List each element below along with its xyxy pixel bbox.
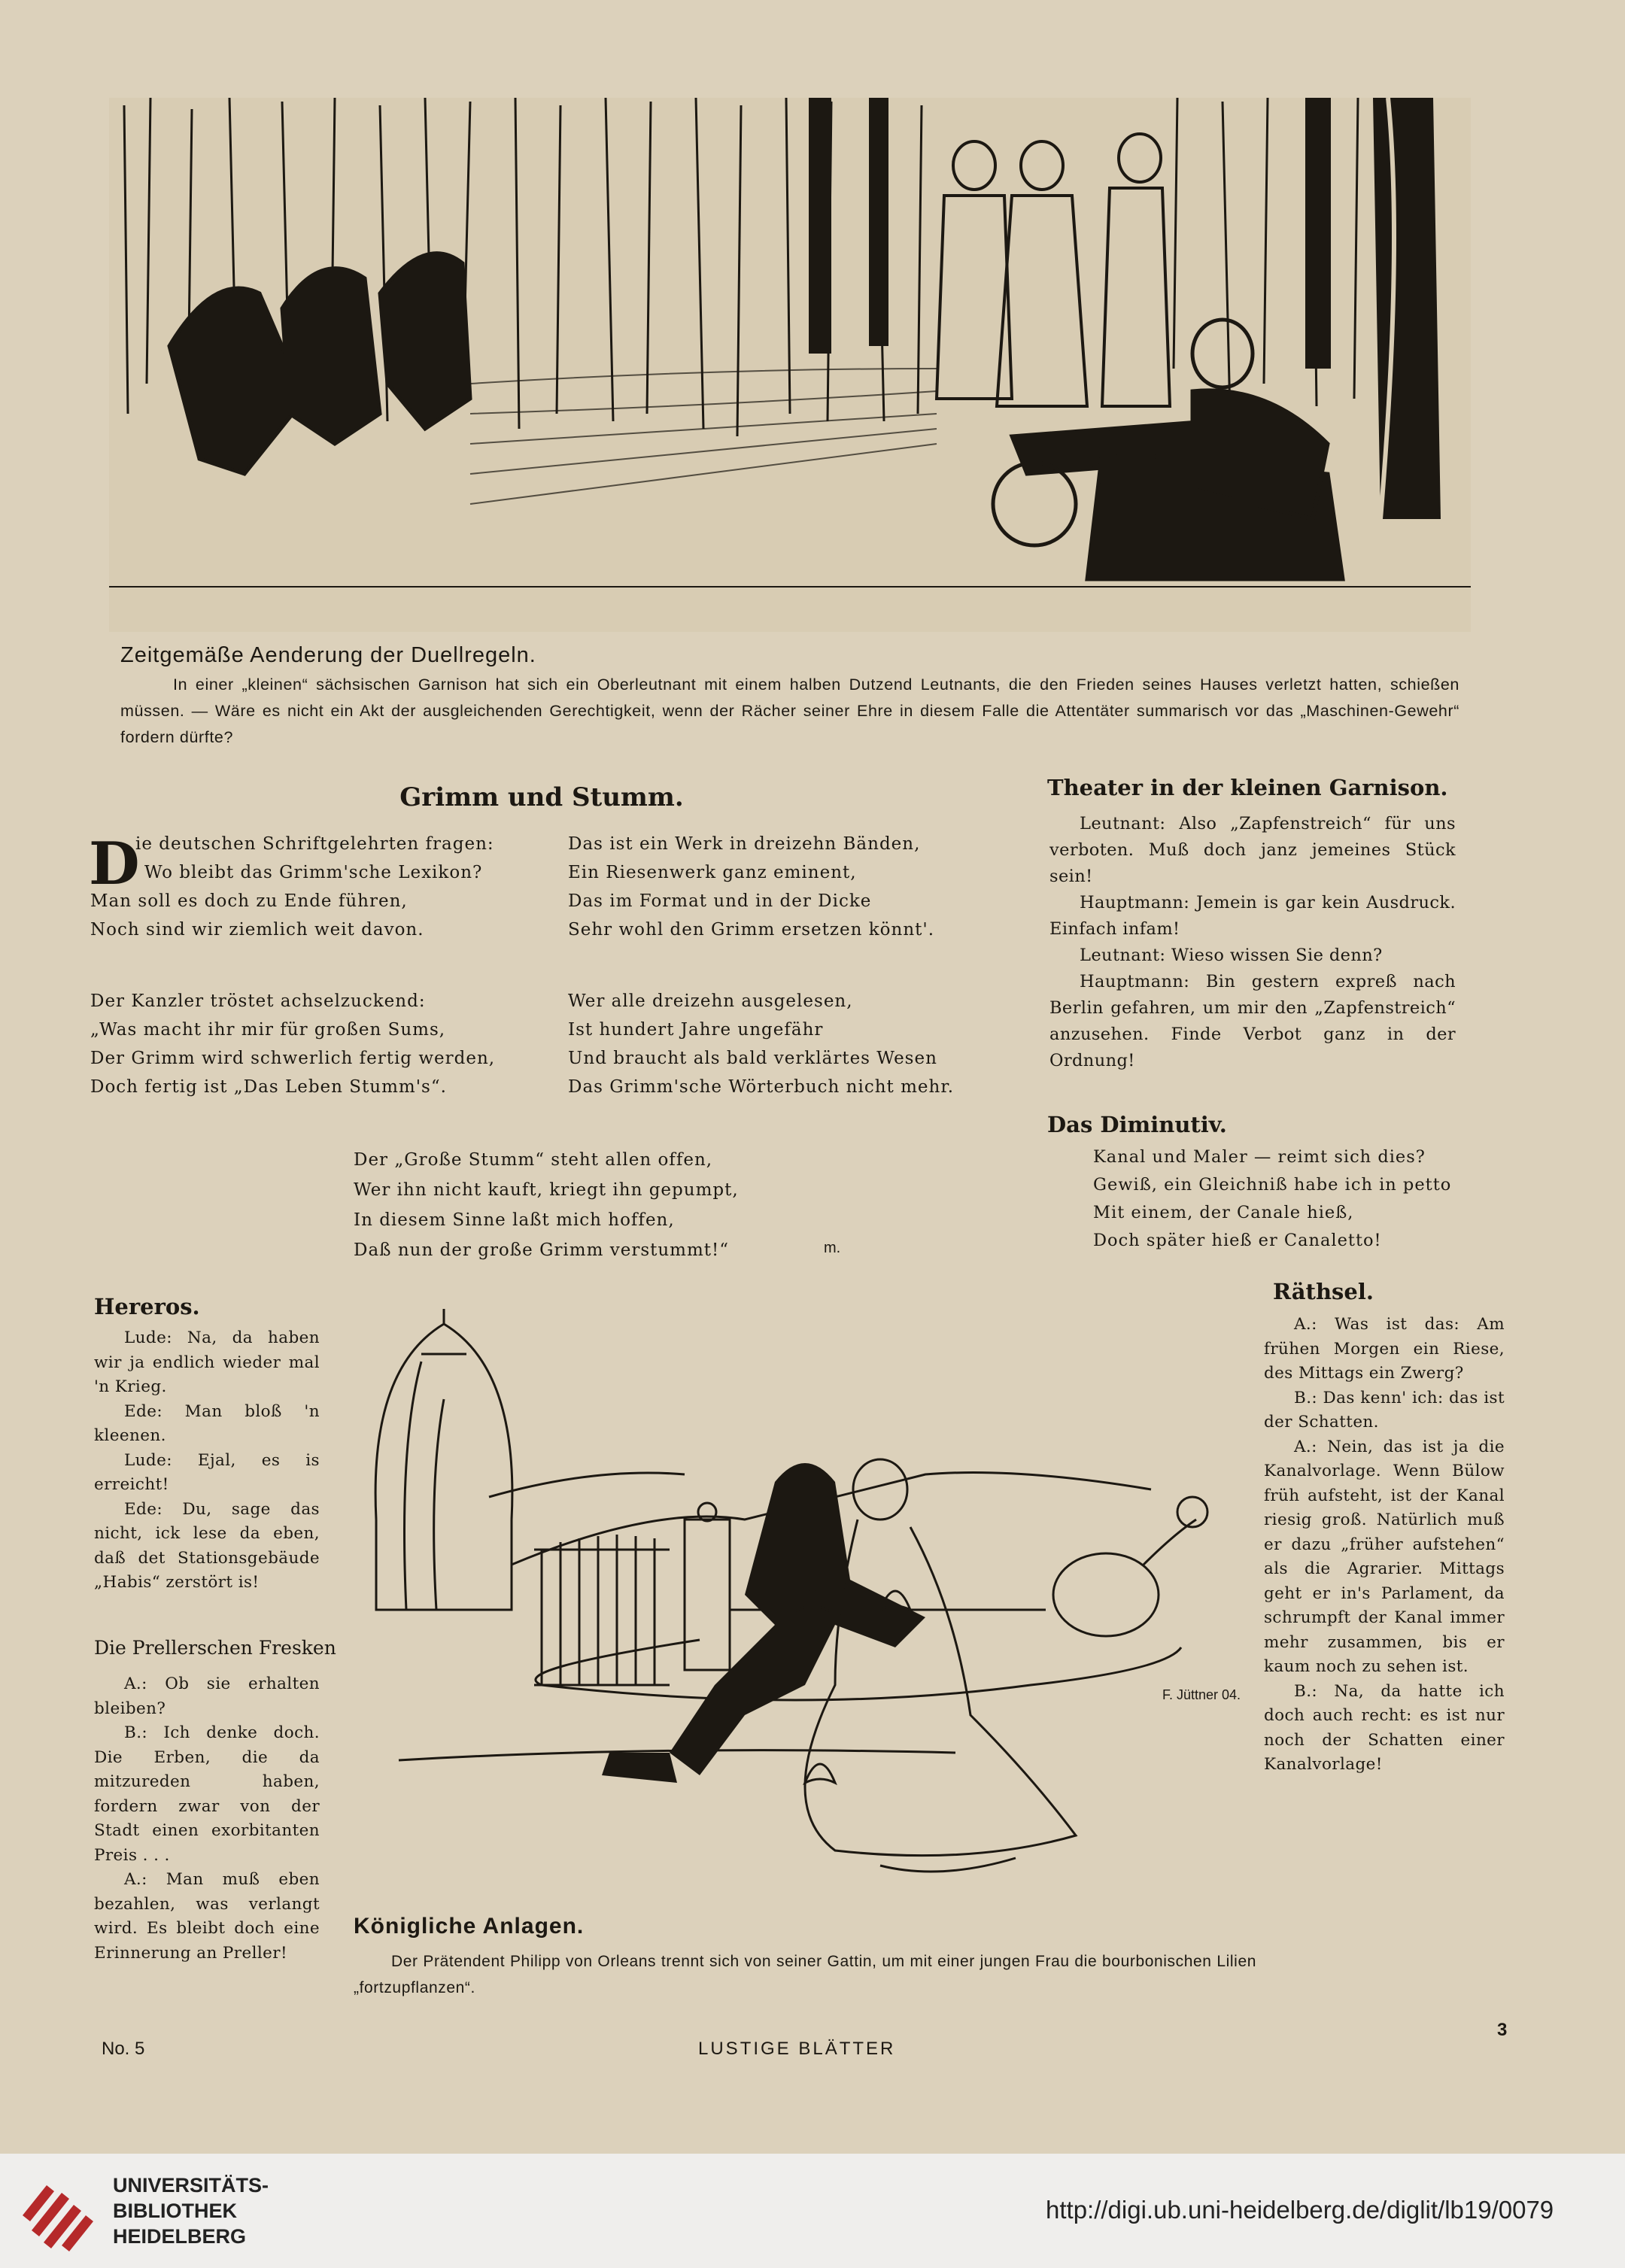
verse-line: Wer alle dreizehn ausgelesen, (568, 991, 853, 1011)
duel-illustration (109, 98, 1471, 632)
verse-line: Sehr wohl den Grimm ersetzen könnt'. (568, 920, 935, 940)
verse-line: Der Kanzler tröstet achselzuckend: (90, 991, 426, 1011)
library-name-line: HEIDELBERG (113, 2225, 247, 2248)
magazine-name: LUSTIGE BLÄTTER (698, 2039, 896, 2059)
library-bar (0, 2154, 1625, 2268)
raethsel-text (1264, 1313, 1505, 1778)
duel-caption-body (120, 672, 1459, 751)
fresken-paragraph: B.: Ich denke doch. Die Erben, die da mitzureden haben, fordern zwar von der Stadt einen exorbitanten Preis . . . (94, 1723, 320, 1865)
drop-cap: D (89, 830, 140, 898)
verse-line: ie deutschen Schriftgelehrten fragen: (135, 834, 494, 854)
hereros-title: Hereros. (94, 1294, 200, 1319)
raethsel-paragraph: B.: Na, da hatte ich doch auch recht: es ist nur noch der Schatten einer Kanalvorlage! (1264, 1681, 1505, 1774)
verse-line: Mit einem, der Canale hieß, (1093, 1203, 1354, 1222)
hereros-paragraph: Ede: Man bloß 'n kleenen. (94, 1401, 320, 1445)
verse-line: Ist hundert Jahre ungefähr (568, 1020, 824, 1040)
page-number: 3 (1497, 2020, 1508, 2040)
grimm-stanza-3 (354, 1145, 739, 1265)
library-name (113, 2172, 269, 2249)
verse-line: In diesem Sinne laßt mich hoffen, (354, 1210, 675, 1230)
grimm-stanza-2-right (568, 987, 954, 1101)
theater-paragraph: Leutnant: Also „Zapfenstreich“ für uns verboten. Muß doch janz jemeines Stück sein! (1049, 814, 1456, 886)
duel-caption-title: Zeitgemäße Aenderung der Duellregeln. (120, 643, 536, 667)
grimm-stanza-1-right (568, 830, 934, 944)
grimm-signature: m. (824, 1240, 841, 1256)
source-url[interactable]: http://digi.ub.uni-heidelberg.de/diglit/lb19/0079 (1046, 2196, 1554, 2224)
raethsel-paragraph: A.: Nein, das ist ja die Kanalvorlage. Wenn Bülow früh aufsteht, ist der Kanal riesig groß. Natürlich muß er dazu „früher aufstehen“ als die Agrarier. Mittags geht er in's Parlament, da schrumpft der Kanal immer mehr zusammen, bis er kaum noch zu sehen ist. (1264, 1437, 1505, 1676)
verse-line: Kanal und Maler — reimt sich dies? (1093, 1147, 1426, 1167)
verse-line: Das ist ein Werk in dreizehn Bänden, (568, 834, 921, 854)
verse-line: Doch fertig ist „Das Leben Stumm's“. (90, 1077, 447, 1097)
verse-line: Das Grimm'sche Wörterbuch nicht mehr. (568, 1077, 955, 1097)
hereros-paragraph: Lude: Ejal, es is erreicht! (94, 1450, 320, 1494)
fresken-text (94, 1672, 320, 1966)
verse-line: Und braucht als bald verklärtes Wesen (568, 1049, 937, 1068)
library-name-line: UNIVERSITÄTS- (113, 2174, 269, 2197)
diminutiv-title: Das Diminutiv. (1047, 1112, 1227, 1137)
verse-line: Doch später hieß er Canaletto! (1093, 1231, 1382, 1250)
garden-illustration (354, 1294, 1241, 1888)
verse-line: Das im Format und in der Dicke (568, 891, 872, 911)
fresken-paragraph: A.: Ob sie erhalten bleiben? (94, 1674, 320, 1718)
verse-line: Wo bleibt das Grimm'sche Lexikon? (144, 863, 483, 882)
verse-line: Der „Große Stumm“ steht allen offen, (354, 1150, 713, 1170)
raethsel-paragraph: B.: Das kenn' ich: das ist der Schatten. (1264, 1388, 1505, 1432)
hereros-text (94, 1326, 320, 1595)
anlagen-title: Königliche Anlagen. (354, 1914, 585, 1939)
theater-title: Theater in der kleinen Garnison. (1047, 775, 1448, 800)
theater-paragraph: Leutnant: Wieso wissen Sie denn? (1080, 946, 1383, 965)
hereros-paragraph: Lude: Na, da haben wir ja endlich wieder mal 'n Krieg. (94, 1328, 320, 1396)
verse-line: Gewiß, ein Gleichniß habe ich in petto (1093, 1175, 1452, 1195)
theater-paragraph: Hauptmann: Bin gestern expreß nach Berlin gefahren, um mir den „Zapfenstreich“ anzusehen. Finde Verbot ganz in der Ordnung! (1049, 972, 1456, 1070)
verse-line: Wer ihn nicht kauft, kriegt ihn gepumpt, (354, 1180, 739, 1200)
anlagen-caption (354, 1948, 1256, 2001)
verse-line: Man soll es doch zu Ende führen, (90, 891, 408, 911)
verse-line: Der Grimm wird schwerlich fertig werden, (90, 1049, 496, 1068)
theater-paragraph: Hauptmann: Jemein is gar kein Ausdruck. Einfach infam! (1049, 893, 1456, 939)
grimm-title: Grimm und Stumm. (399, 782, 684, 812)
duel-caption-text: In einer „kleinen“ sächsischen Garnison hat sich ein Oberleutnant mit einem halben Dutzend Leutnants, die den Frieden seines Hauses verletzt hatten, schießen müssen. — Wäre es nicht ein Akt der ausgleichenden Gerechtigkeit, wenn der Rächer seiner Ehre in diesem Falle die Attentäter summarisch vor das „Maschinen-Gewehr“ fordern dürfte? (120, 676, 1459, 746)
verse-line: Ein Riesenwerk ganz eminent, (568, 863, 857, 882)
theater-text (1049, 811, 1456, 1074)
grimm-stanza-2-left (90, 987, 495, 1101)
artist-signature: F. Jüttner 04. (1162, 1687, 1241, 1702)
verse-line: Noch sind wir ziemlich weit davon. (90, 920, 424, 940)
hereros-paragraph: Ede: Du, sage das nicht, ick lese da eben, daß det Stationsgebäude „Habis“ zerstört is! (94, 1499, 320, 1592)
grimm-stanza-1-left-b (90, 887, 424, 944)
raethsel-title: Räthsel. (1273, 1279, 1374, 1304)
library-name-line: BIBLIOTHEK (113, 2200, 237, 2222)
verse-line: „Was macht ihr mir für großen Sums, (90, 1020, 446, 1040)
issue-number: No. 5 (102, 2039, 145, 2059)
fresken-paragraph: A.: Man muß eben bezahlen, was verlangt wird. Es bleibt doch eine Erinnerung an Preller! (94, 1870, 320, 1963)
anlagen-text: Der Prätendent Philipp von Orleans trennt sich von seiner Gattin, um mit einer jungen Frau die bourbonischen Lilien „fortzupflanzen“. (354, 1953, 1256, 1996)
grimm-stanza-1-left (135, 830, 494, 887)
fresken-title: Die Prellerschen Fresken (94, 1637, 336, 1659)
diminutiv-verse (1093, 1143, 1451, 1255)
verse-line: Daß nun der große Grimm verstummt!“ (354, 1240, 730, 1260)
library-logo-icon (17, 2170, 99, 2253)
raethsel-paragraph: A.: Was ist das: Am frühen Morgen ein Riese, des Mittags ein Zwerg? (1264, 1315, 1505, 1383)
